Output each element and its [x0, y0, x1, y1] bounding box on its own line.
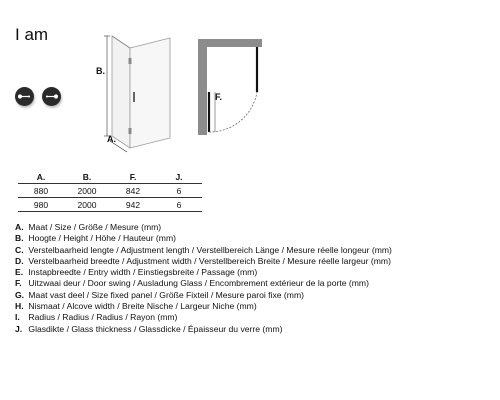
legend-key: H.: [15, 301, 24, 312]
legend-text: Verstelbaarheid lengte / Adjustment length / Verstellbereich Länge / Mesure réelle longeur (mm): [28, 244, 392, 255]
table-cell: 6: [156, 184, 202, 198]
legend-text: Verstelbaarheid breedte / Adjustment width / Verstellbereich Breite / Mesure réelle largeur (mm): [28, 255, 391, 266]
legend-item: [15, 301, 392, 312]
legend-item: [15, 290, 392, 301]
legend-key: G.: [15, 289, 25, 300]
table-cell: 980: [18, 198, 64, 212]
legend-text: Maat vast deel / Size fixed panel / Größe Fixteil / Mesure paroi fixe (mm): [28, 289, 304, 300]
dimension-legend: [15, 222, 392, 335]
door-swing-plan-diagram: [195, 36, 270, 141]
legend-item: [15, 267, 392, 278]
height-dimension-label: B.: [96, 66, 105, 76]
legend-text: Maat / Size / Größe / Mesure (mm): [28, 222, 162, 232]
legend-item: [15, 278, 392, 289]
column-header: B.: [64, 170, 110, 184]
table-cell: 842: [110, 184, 156, 198]
column-header: J.: [156, 170, 202, 184]
legend-item: [15, 233, 392, 244]
legend-key: D.: [15, 255, 24, 266]
legend-text: Instapbreedte / Entry width / Einstiegsbreite / Passage (mm): [28, 267, 258, 278]
legend-item: [15, 324, 392, 335]
legend-item: [15, 245, 392, 256]
legend-item: [15, 312, 392, 323]
legend-key: J.: [15, 323, 23, 334]
table-header-row: [18, 170, 202, 184]
legend-item: [15, 256, 392, 267]
legend-text: Nismaat / Alcove width / Breite Nische / Largeur Niche (mm): [28, 301, 257, 312]
legend-key: B.: [15, 233, 24, 244]
page-title: I am: [15, 25, 49, 44]
legend-key: A.: [15, 222, 24, 232]
dimension-table: [18, 170, 202, 212]
column-header: F.: [110, 170, 156, 184]
swing-dimension-label: F.: [215, 92, 223, 102]
legend-key: I.: [15, 312, 20, 323]
table-cell: 2000: [64, 184, 110, 198]
legend-key: E.: [15, 267, 24, 278]
table-row: [18, 198, 202, 212]
width-dimension-label: A.: [107, 134, 116, 144]
door-hinge-left-icon: [15, 87, 34, 106]
legend-key: F.: [15, 278, 22, 289]
legend-key: C.: [15, 244, 24, 255]
legend-item: [15, 222, 392, 233]
table-row: [18, 184, 202, 198]
table-cell: 6: [156, 198, 202, 212]
table-cell: 880: [18, 184, 64, 198]
legend-text: Uitzwaai deur / Door swing / Ausladung Glass / Encombrement extérieur de la porte (mm): [28, 278, 369, 289]
column-header: A.: [18, 170, 64, 184]
table-cell: 2000: [64, 198, 110, 212]
legend-text: Radius / Radius / Radius / Rayon (mm): [28, 312, 178, 323]
door-elevation-diagram: [90, 28, 185, 158]
table-cell: 942: [110, 198, 156, 212]
legend-text: Hoogte / Height / Höhe / Hauteur (mm): [28, 233, 176, 244]
door-hinge-right-icon: [42, 87, 61, 106]
legend-text: Glasdikte / Glass thickness / Glassdicke / Épaisseur du verre (mm): [28, 323, 283, 334]
